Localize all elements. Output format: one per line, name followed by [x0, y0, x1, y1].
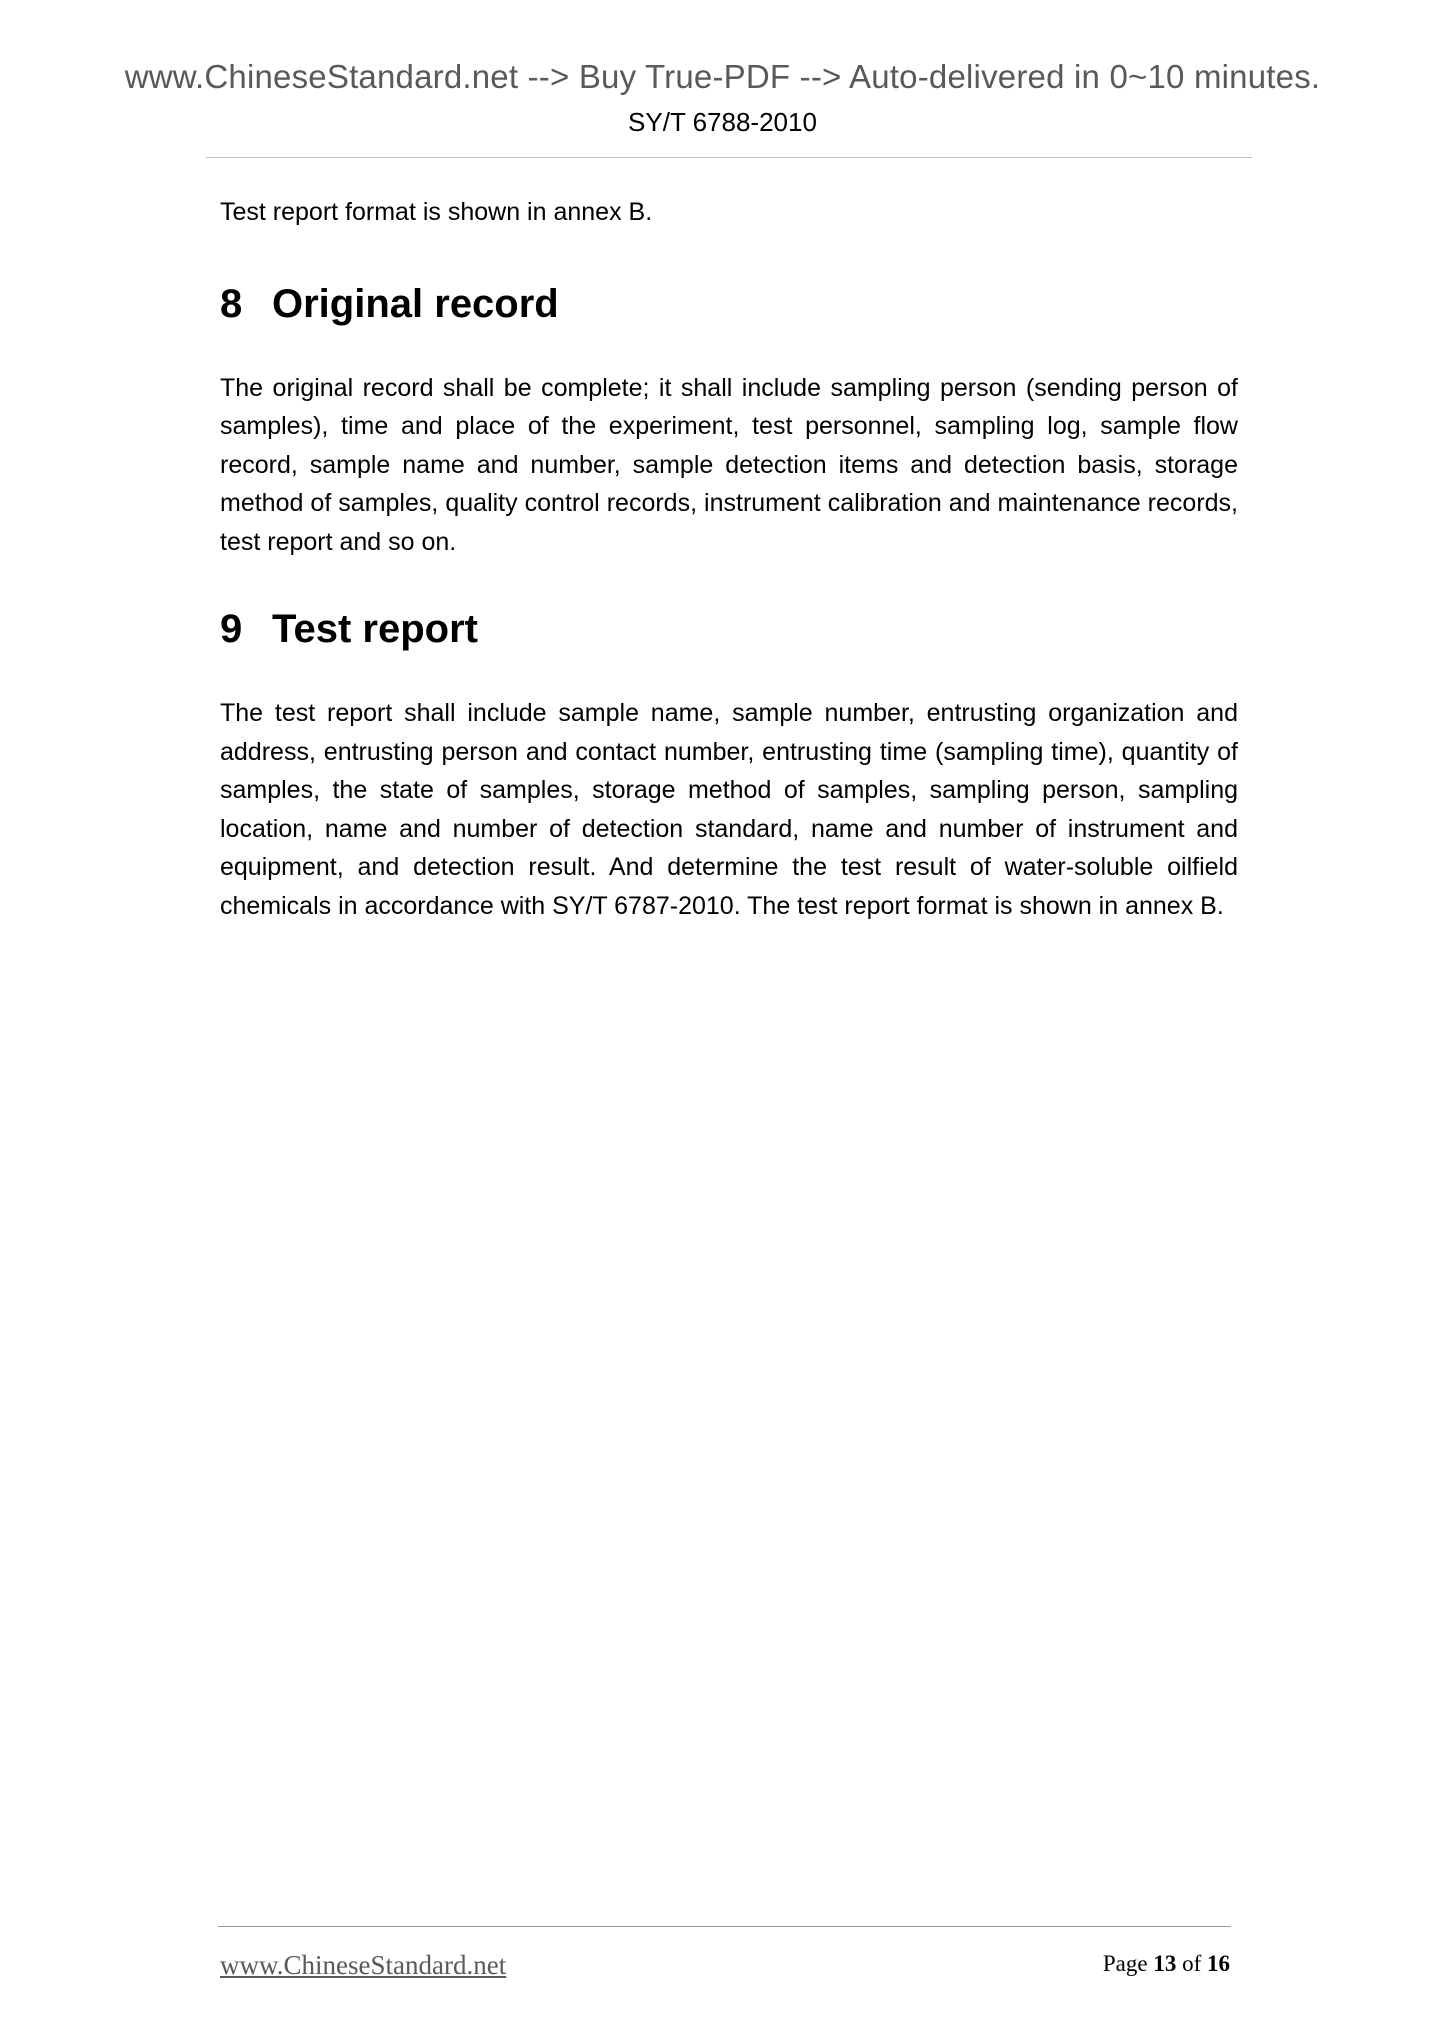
section-9-title: Test report	[272, 607, 478, 651]
section-8-heading	[220, 282, 1238, 327]
of-word: of	[1182, 1951, 1202, 1976]
top-banner: www.ChineseStandard.net --> Buy True-PDF --> Auto-delivered in 0~10 minutes.	[124, 58, 1321, 95]
page-current: 13	[1153, 1951, 1177, 1976]
section-8-title: Original record	[272, 281, 559, 326]
page-total: 16	[1207, 1951, 1230, 1976]
section-9-heading	[220, 607, 1238, 652]
header-divider	[206, 157, 1252, 158]
intro-paragraph: Test report format is shown in annex B.	[220, 198, 653, 226]
section-8-paragraph: The original record shall be complete; it shall include sampling person (sending person of samples), time and place of the experiment, test personnel, sampling log, sample flow record, sample name and number, sample detection items and detection basis, storage method of samples, quality control records, instrument calibration and maintenance records, test report and so on.	[220, 373, 1238, 556]
page-number	[1103, 1951, 1230, 1977]
footer-divider	[218, 1926, 1231, 1927]
section-9-paragraph: The test report shall include sample name, sample number, entrusting organization and address, entrusting person and contact number, entrusting time (sampling time), quantity of samples, the state of samples, storage method of samples, sampling person, sampling location, name and number of detection standard, name and number of instrument and equipment, and detection result. And determine the test result of water-soluble oilfield chemicals in accordance with SY/T 6787-2010. The test report format is shown in annex B.	[220, 699, 1238, 920]
section-8-number: 8	[220, 281, 243, 326]
footer-site-link[interactable]: www.ChineseStandard.net	[220, 1950, 507, 1980]
page-word: Page	[1102, 1951, 1148, 1976]
section-9-number: 9	[220, 607, 243, 651]
page-content	[220, 190, 1238, 925]
standard-code: SY/T 6788-2010	[628, 107, 817, 137]
